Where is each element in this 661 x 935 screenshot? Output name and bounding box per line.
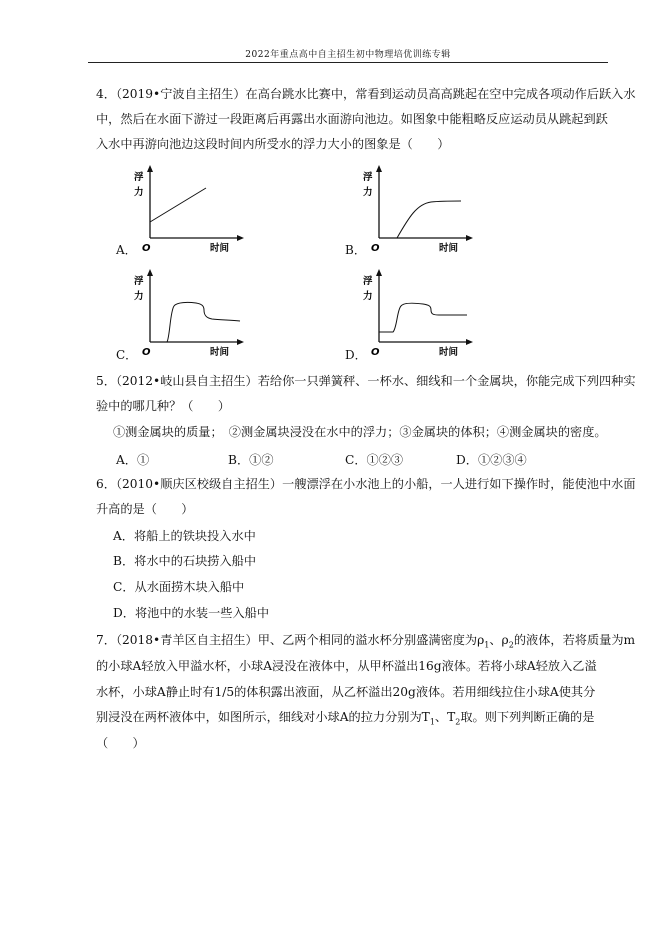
q6-option-d: D．将池中的水装一些入船中 — [113, 606, 270, 620]
q5-line-2: 验中的哪几种？（ ） — [96, 399, 231, 413]
q7-line-4-b: 、T — [434, 710, 456, 724]
q7-line-1-b: 、ρ — [489, 633, 509, 647]
q7-line-3: 水杯，小球A静止时有1/5的体积露出液面，从乙杯溢出20g液体。若用细线拉住小球A使其分 — [96, 685, 596, 699]
graph-b-label: B． — [345, 243, 366, 257]
graph-b-curve — [397, 201, 461, 238]
q6-option-c: C．从水面捞木块入船中 — [113, 580, 245, 594]
graph-a-ylabel-top: 浮 — [134, 172, 144, 183]
q7-line-4-c: 取。则下列判断正确的是 — [460, 710, 595, 724]
graph-d-label: D． — [345, 348, 367, 362]
q7-line-2: 的小球A轻放入甲溢水杯，小球A浸没在液体中，从甲杯溢出16g液体。若将小球A轻放入乙溢 — [96, 659, 597, 673]
q7-line-1-c: 的液体，若将质量为m — [513, 633, 636, 647]
graph-d-ylabel-top: 浮 — [363, 276, 373, 287]
graph-a — [130, 162, 250, 257]
q4-line-3: 入水中再游向池边这段时间内所受水的浮力大小的图象是（ ） — [96, 137, 450, 151]
graph-d — [359, 266, 479, 361]
graph-c-curve — [150, 302, 240, 342]
q5-option-a: A．① — [116, 453, 150, 467]
q4-line-1: 4．（2019•宁波自主招生）在高台跳水比赛中，常看到运动员高高跳起在空中完成各项动作后跃入水 — [96, 87, 636, 101]
graph-a-label: A． — [116, 243, 137, 257]
graph-a-origin: O — [142, 243, 151, 254]
q7-line-1-a: 7．（2018•青羊区自主招生）甲、乙两个相同的溢水杯分别盛满密度为ρ — [96, 633, 485, 647]
q7-rho1-sub: 1 — [484, 640, 490, 650]
graph-b-ylabel-bottom: 力 — [363, 187, 373, 198]
q5-line-3: ①测金属块的质量； ②测金属块浸没在水中的浮力；③金属块的体积；④测金属块的密度。 — [113, 425, 607, 439]
q5-option-c: C．①②③ — [345, 453, 404, 467]
graph-d-ylabel-bottom: 力 — [363, 291, 373, 302]
q7-t2-sub: 2 — [455, 717, 461, 727]
q7-line-5: （ ） — [96, 736, 145, 750]
graph-b-xlabel: 时间 — [439, 243, 459, 254]
graph-a-curve — [150, 188, 206, 222]
graph-b — [359, 162, 479, 257]
q7-rho2-sub: 2 — [508, 640, 514, 650]
graph-c-origin: O — [142, 347, 151, 358]
q7-line-4-a: 别浸没在两杯液体中，如图所示，细线对小球A的拉力分别为T — [96, 710, 430, 724]
q6-line-1: 6．（2010•顺庆区校级自主招生）一艘漂浮在小水池上的小船，一人进行如下操作时，能使池中水面 — [96, 477, 636, 491]
graph-a-ylabel-bottom: 力 — [134, 187, 144, 198]
graph-c-ylabel-bottom: 力 — [134, 291, 144, 302]
q6-option-b: B．将水中的石块捞入船中 — [113, 554, 257, 568]
q7-line-1 — [96, 632, 635, 653]
q6-option-a: A．将船上的铁块投入水中 — [113, 529, 256, 543]
graph-b-origin: O — [371, 243, 380, 254]
graph-d-xlabel: 时间 — [439, 347, 459, 358]
graph-c-ylabel-top: 浮 — [134, 276, 144, 287]
graph-a-xlabel: 时间 — [210, 243, 230, 254]
graph-c — [130, 266, 250, 361]
q6-line-2: 升高的是（ ） — [96, 502, 194, 516]
q5-option-b: B．①② — [228, 453, 274, 467]
q7-t1-sub: 1 — [429, 717, 435, 727]
q7-line-4 — [96, 709, 594, 730]
q4-line-2: 中，然后在水面下游过一段距离后再露出水面游向池边。如图象中能粗略反应运动员从跳起到跃 — [96, 112, 608, 126]
header-divider — [88, 62, 608, 63]
q5-option-d: D．①②③④ — [456, 453, 527, 467]
graph-c-label: C． — [116, 348, 138, 362]
graph-c-xlabel: 时间 — [210, 347, 230, 358]
graph-b-ylabel-top: 浮 — [363, 172, 373, 183]
graph-d-origin: O — [371, 347, 380, 358]
page-header: 2022年重点高中自主招生初中物理培优训练专辑 — [245, 50, 451, 60]
q5-line-1: 5．（2012•岐山县自主招生）若给你一只弹簧秤、一杯水、细线和一个金属块，你能完成下列四种实 — [96, 374, 636, 388]
graph-d-curve — [379, 303, 467, 332]
